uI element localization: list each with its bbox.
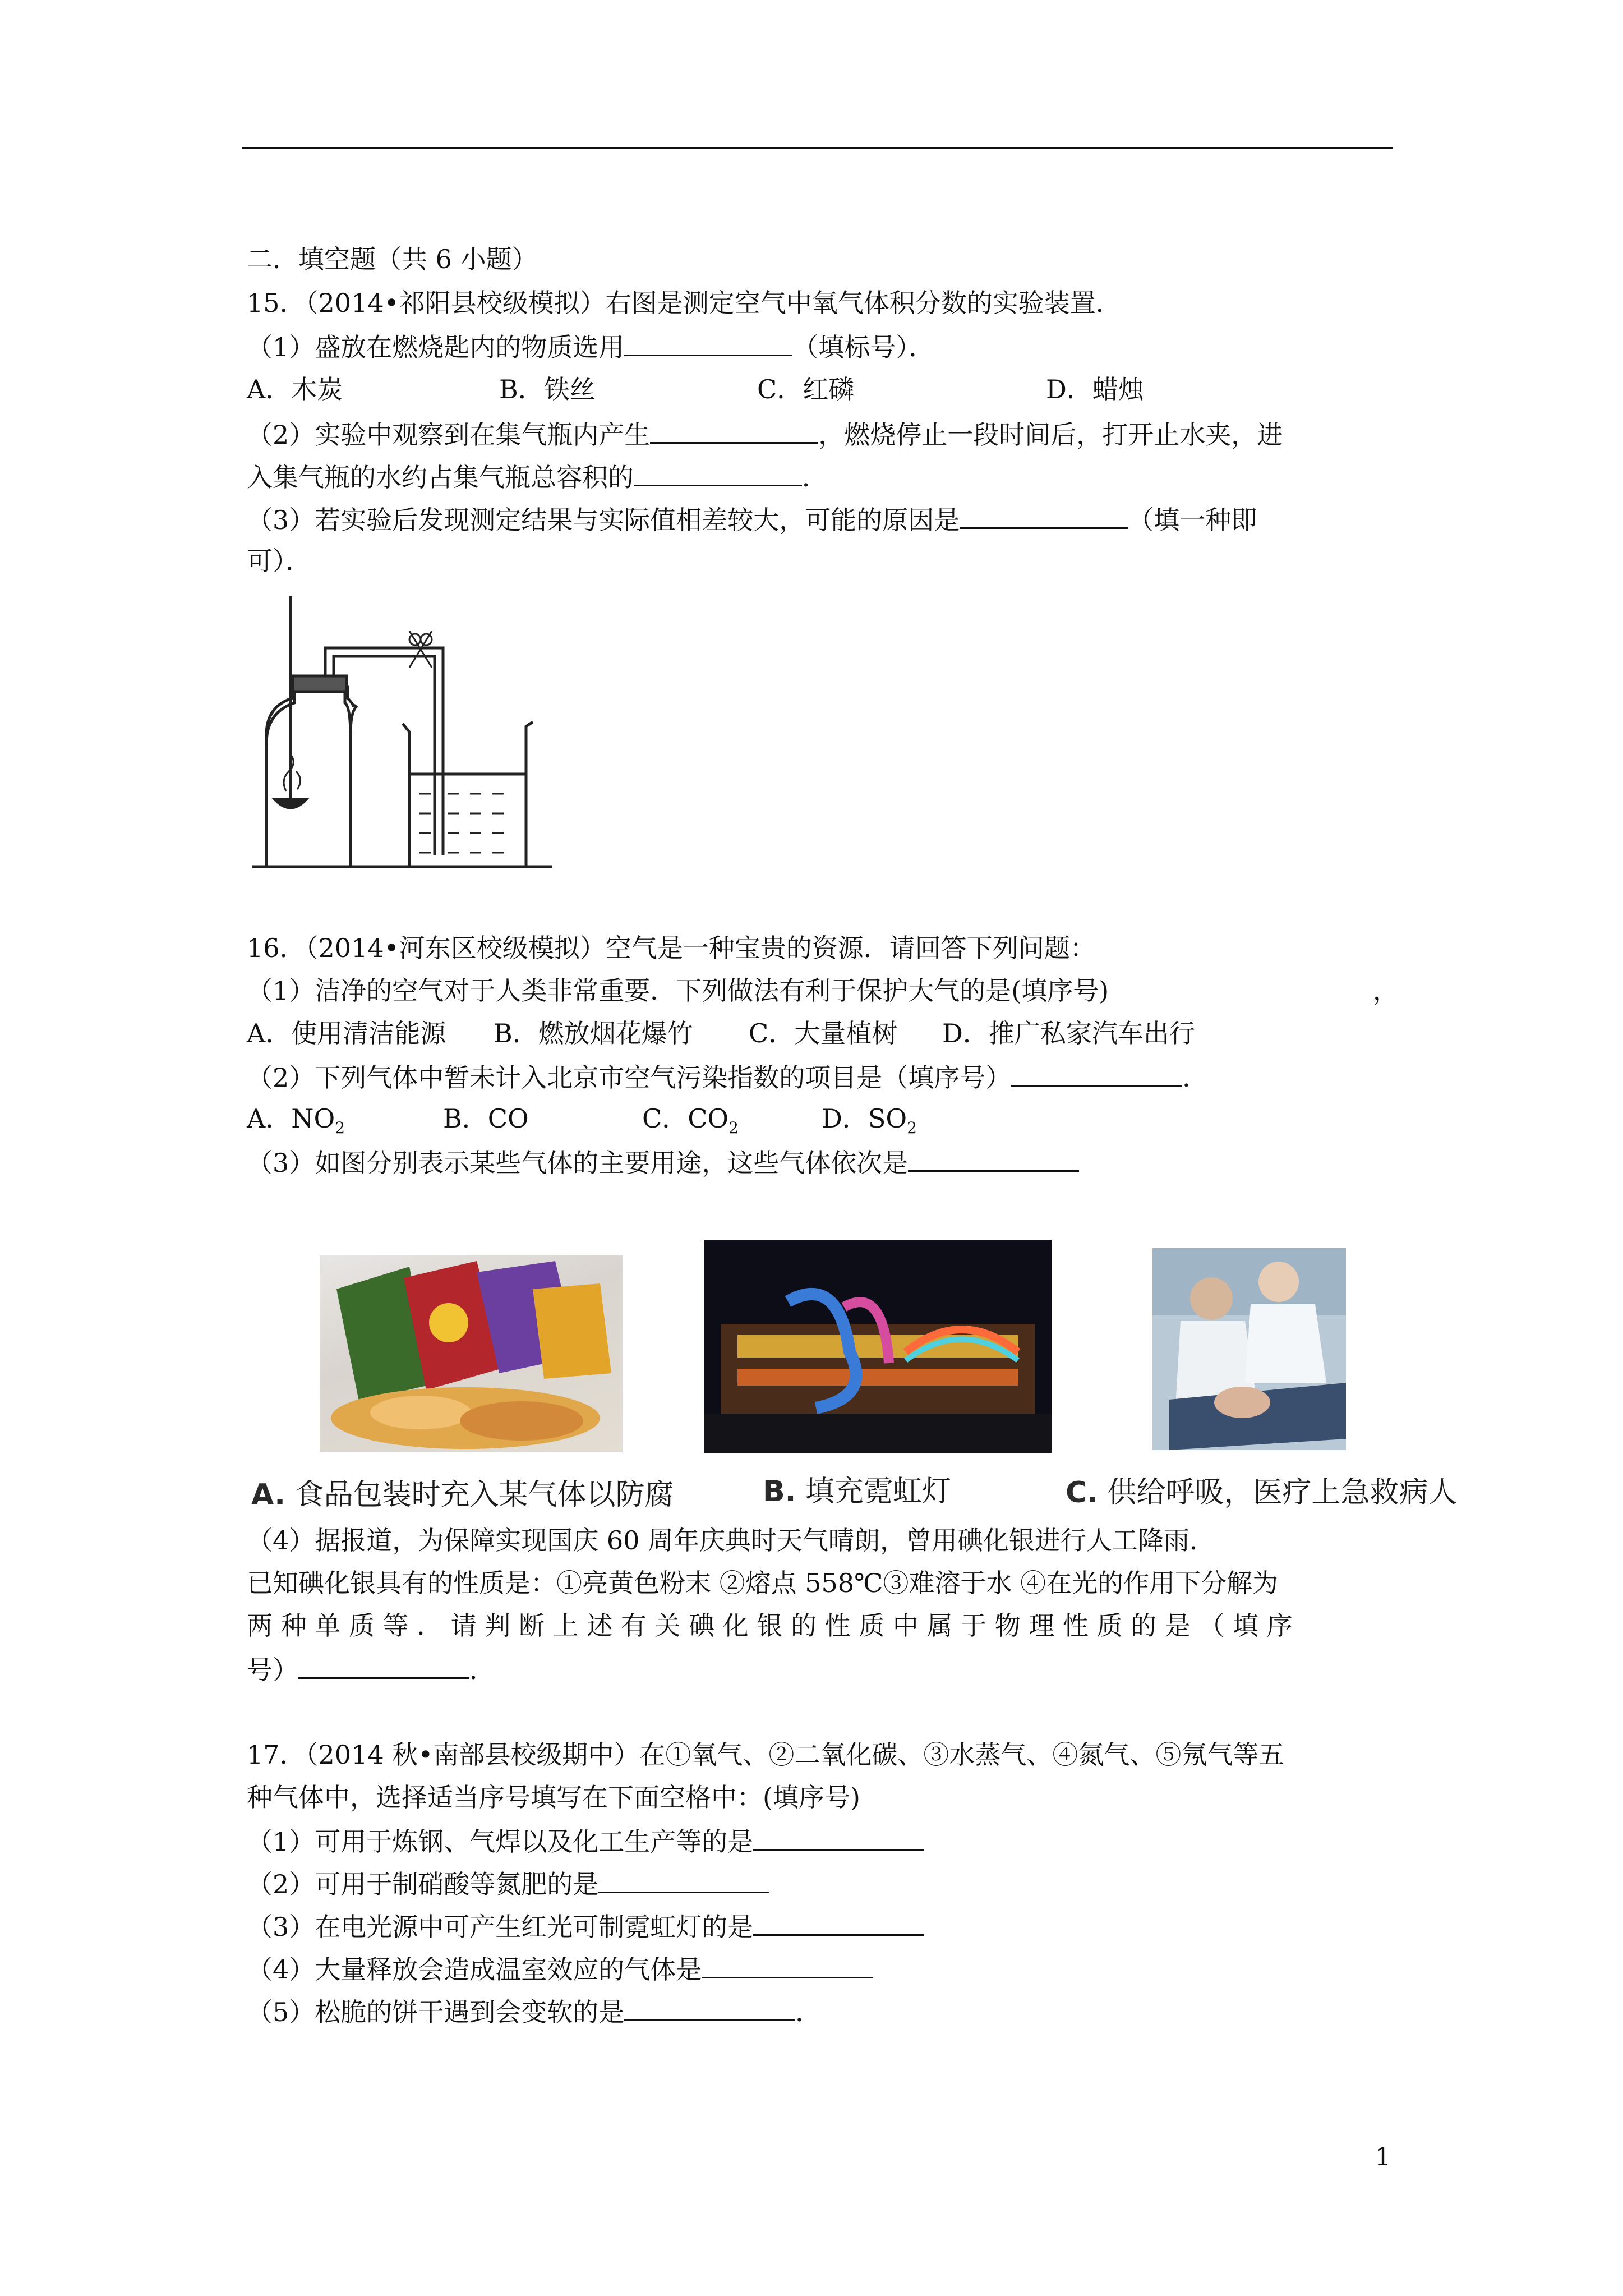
q16-blank-2[interactable] (1011, 1059, 1182, 1087)
q15-part2: （2）实验中观察到在集气瓶内产生 ，燃烧停止一段时间后，打开止水夹，进 (247, 416, 1283, 452)
caption-c: C. 供给呼吸，医疗上急救病人 (1066, 1476, 1458, 1510)
q17-part4: （4）大量释放会造成温室效应的气体是 (247, 1951, 873, 1986)
caption-a: A. 食品包装时充入某气体以防腐 (251, 1478, 674, 1512)
q15-option-c: C．红磷 (757, 374, 855, 404)
q16-part4-cont1: 已知碘化银具有的性质是：①亮黄色粉末 ②熔点 558℃③难溶于水 ④在光的作用下分解为 (247, 1568, 1279, 1598)
q16-part3: （3）如图分别表示某些气体的主要用途，这些气体依次是 (247, 1144, 1079, 1180)
q15-option-b: B．铁丝 (499, 374, 596, 404)
q17-blank-3[interactable] (753, 1908, 924, 1936)
q16-option2-d: D．$SO_2$ (822, 1103, 917, 1138)
q16-part4-cont2: 两 种 单 质 等 ． 请 判 断 上 述 有 关 碘 化 银 的 性 质 中 属 于 物 理 性 质 的 是 （ 填 序 (247, 1611, 1293, 1641)
q15-option-d: D．蜡烛 (1046, 374, 1144, 404)
caption-b: B. 填充霓虹灯 (763, 1475, 951, 1508)
q16-option2-b: B．CO (443, 1103, 529, 1134)
q15-part1: （1）盛放在燃烧匙内的物质选用 （填标号）． (247, 329, 934, 364)
q15-blank-3[interactable] (634, 459, 802, 486)
section-title: 二．填空题（共 6 小题） (247, 244, 538, 274)
q16-blank-4[interactable] (298, 1651, 469, 1679)
q15-part3: （3）若实验后发现测定结果与实际值相差较大，可能的原因是 （填一种即 (247, 501, 1257, 537)
oxygen-experiment-apparatus (241, 592, 566, 872)
q16-blank-3[interactable] (908, 1144, 1079, 1172)
q15-part2-cont: 入集气瓶的水约占集气瓶总容积的 ． (247, 459, 828, 494)
q15-blank-2[interactable] (650, 416, 818, 444)
q16-part2: （2）下列气体中暂未计入北京市空气污染指数的项目是（填序号） ． (247, 1059, 1208, 1094)
q15-stem: 15．（2014•祁阳县校级模拟）右图是测定空气中氧气体积分数的实验装置． (247, 288, 1122, 318)
q17-part1: （1）可用于炼钢、气焊以及化工生产等的是 (247, 1823, 924, 1858)
q17-part5: （5）松脆的饼干遇到会变软的是 ． (247, 1994, 821, 2029)
food-packaging-photo (320, 1255, 623, 1452)
neon-lights-photo (704, 1240, 1052, 1453)
q16-part1: （1）洁净的空气对于人类非常重要．下列做法有利于保护大气的是(填序号) (247, 976, 1109, 1006)
q16-option1-b: B．燃放烟花爆竹 (494, 1018, 693, 1048)
page-number: 1 (1375, 2143, 1391, 2171)
q15-blank-4[interactable] (960, 501, 1128, 529)
q17-blank-1[interactable] (753, 1823, 924, 1851)
q16-stem: 16．（2014•河东区校级模拟）空气是一种宝贵的资源．请回答下列问题： (247, 933, 1096, 963)
q16-option1-a: A．使用清洁能源 (247, 1018, 446, 1048)
q16-option2-c: C．$CO_2$ (642, 1103, 739, 1138)
q16-part4-cont3: 号） ． (247, 1651, 495, 1687)
q17-part3: （3）在电光源中可产生红光可制霓虹灯的是 (247, 1908, 924, 1944)
header-rule (242, 147, 1393, 149)
q17-blank-2[interactable] (598, 1866, 769, 1893)
q17-blank-4[interactable] (702, 1951, 873, 1978)
q17-blank-5[interactable] (624, 1994, 795, 2021)
q15-part3-cont: 可）． (247, 546, 311, 576)
q17-stem: 17．（2014 秋•南部县校级期中）在①氧气、②二氧化碳、③水蒸气、④氮气、⑤氖气等五 (247, 1740, 1285, 1770)
q16-option2-a: A．$NO_2$ (247, 1103, 345, 1138)
q16-part1-comma: ， (1373, 976, 1399, 1006)
q17-part2: （2）可用于制硝酸等氮肥的是 (247, 1866, 769, 1901)
q16-options-1 (247, 1016, 1195, 1050)
q15-options (247, 372, 1144, 406)
q16-options-2 (247, 1102, 917, 1145)
q16-option1-d: D．推广私家汽车出行 (942, 1018, 1195, 1048)
q15-option-a: A．木炭 (247, 374, 343, 404)
q15-blank-1[interactable] (624, 329, 792, 356)
q16-option1-c: C．大量植树 (749, 1018, 898, 1048)
q17-stem-cont: 种气体中，选择适当序号填写在下面空格中：(填序号) (247, 1782, 860, 1812)
q16-part4: （4）据报道，为保障实现国庆 60 周年庆典时天气晴朗，曾用碘化银进行人工降雨． (247, 1525, 1216, 1556)
medical-oxygen-photo (1152, 1248, 1346, 1450)
